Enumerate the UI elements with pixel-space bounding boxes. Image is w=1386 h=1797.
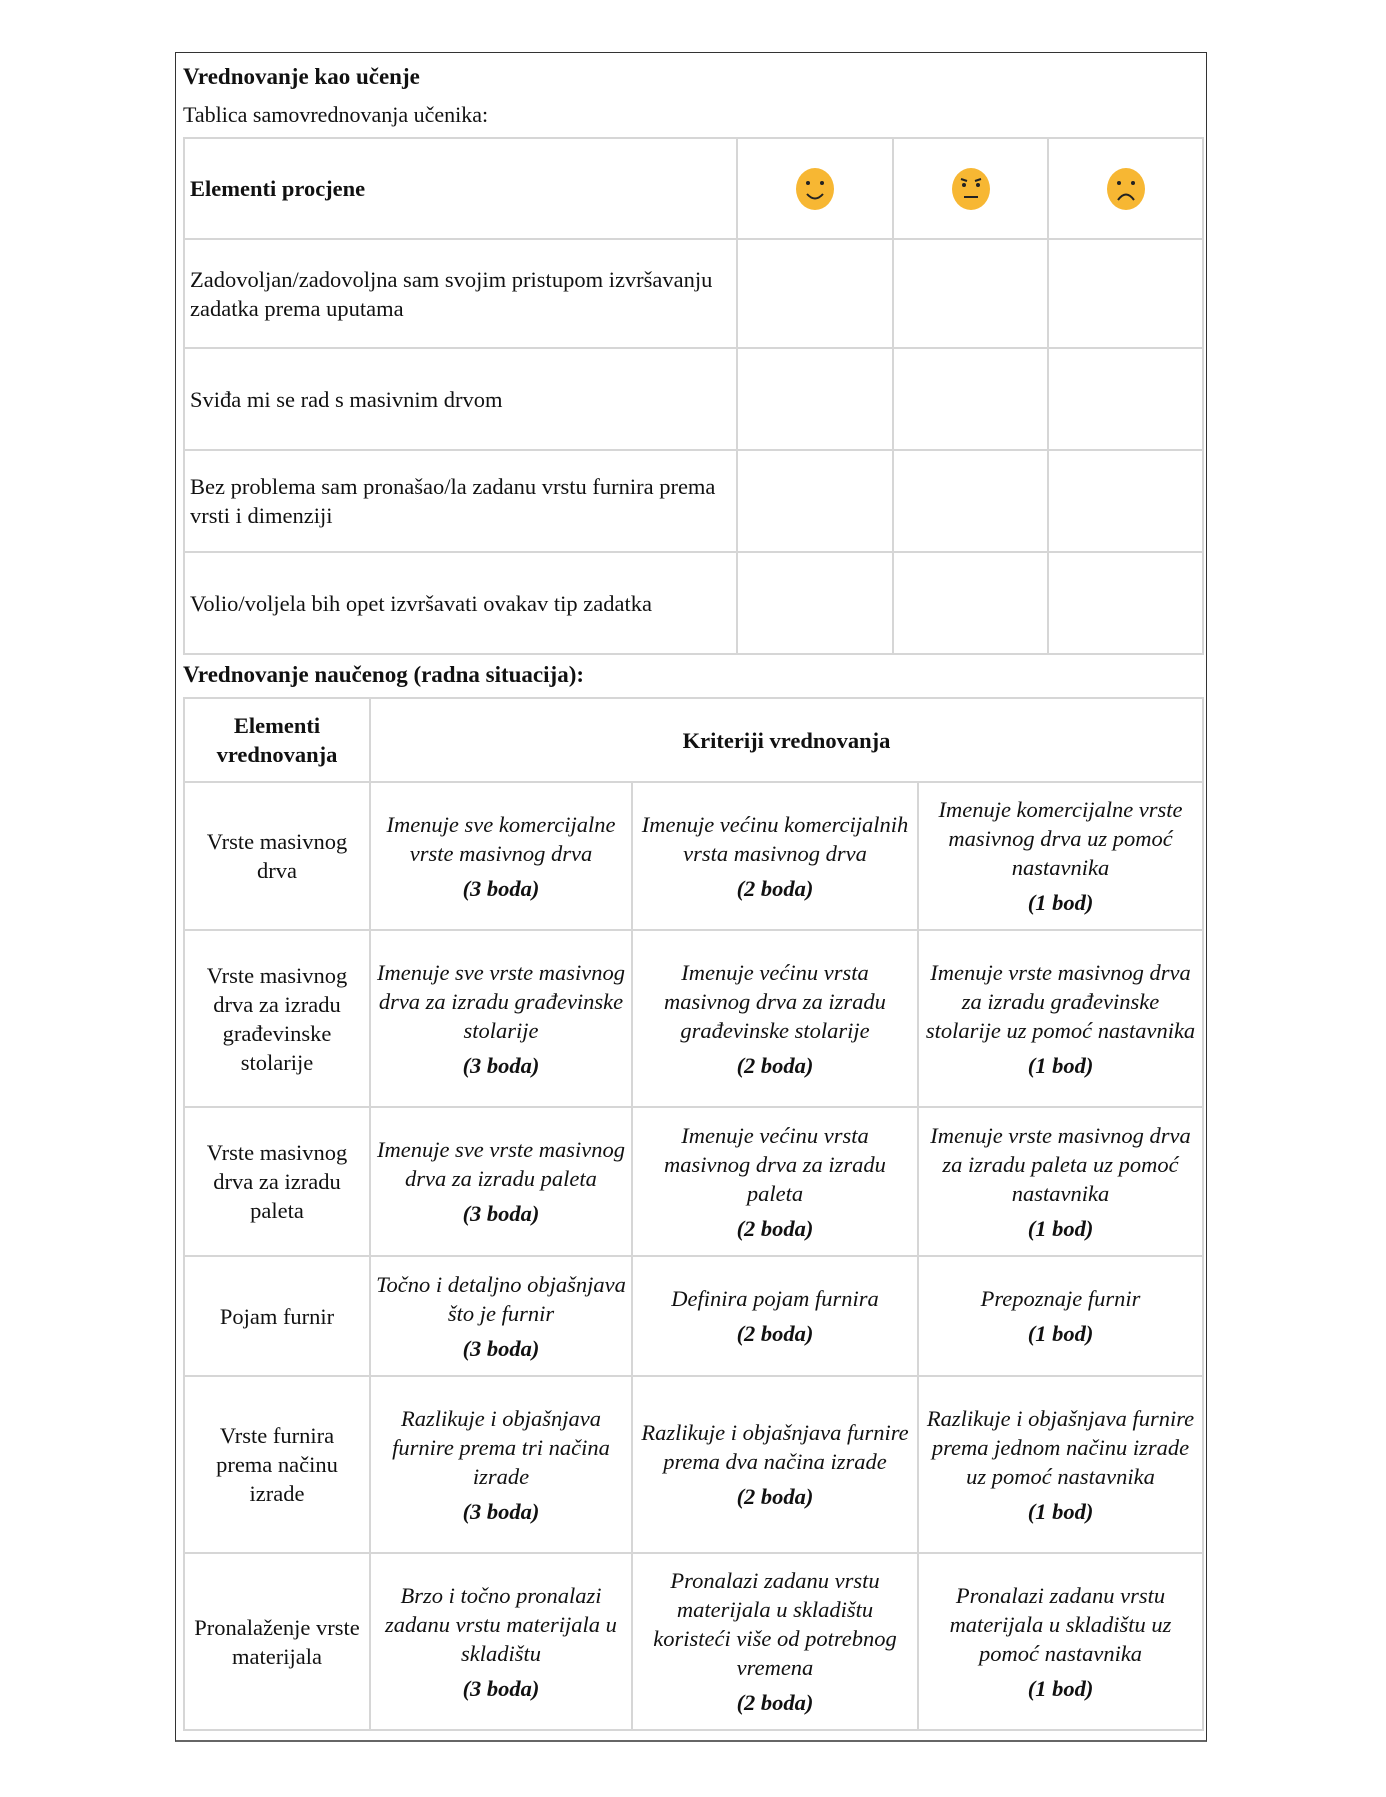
points-label: (3 boda) <box>462 875 540 901</box>
points-label: (2 boda) <box>736 1215 814 1241</box>
evaluation-element: Vrste masivnog drva za izradu paleta <box>184 1107 370 1256</box>
criterion-cell <box>632 1107 918 1256</box>
evaluation-element: Vrste furnira prema načinu izrade <box>184 1376 370 1553</box>
evaluation-criteria-table <box>183 697 1204 1731</box>
evaluation-element: Pojam furnir <box>184 1256 370 1376</box>
table-row <box>184 782 1203 930</box>
criterion-cell <box>918 1553 1203 1730</box>
criterion-cell <box>918 1376 1203 1553</box>
criterion-text: Imenuje većinu vrsta masivnog drva za izradu paleta <box>664 1122 886 1206</box>
criterion-cell <box>370 782 632 930</box>
points-label: (3 boda) <box>462 1201 540 1226</box>
rating-cell[interactable] <box>737 348 893 450</box>
points-label: (3 boda) <box>462 1052 540 1078</box>
evaluation-element: Vrste masivnog drva <box>184 782 370 930</box>
criterion-text: Razlikuje i objašnjava furnire prema jednom načinu izrade uz pomoć nastavnika <box>926 1405 1195 1489</box>
points-label: (3 boda) <box>462 1498 540 1524</box>
criterion-text: Brzo i točno pronalazi zadanu vrstu materijala u skladištu <box>385 1582 617 1666</box>
assessment-statement: Zadovoljan/zadovoljna sam svojim pristupom izvršavanju zadatka prema uputama <box>184 239 737 348</box>
points-label: (3 boda) <box>462 1335 540 1361</box>
points-label: (2 boda) <box>736 1484 814 1509</box>
criterion-text: Definira pojam furnira <box>671 1286 879 1311</box>
points-label: (1 bod) <box>1027 1675 1094 1701</box>
table-row <box>184 239 1203 348</box>
criterion-cell <box>918 1107 1203 1256</box>
assessment-statement: Bez problema sam pronašao/la zadanu vrstu furnira prema vrsti i dimenziji <box>184 450 737 552</box>
criterion-cell <box>632 1256 918 1376</box>
criterion-text: Prepoznaje furnir <box>980 1286 1141 1311</box>
evaluation-element: Vrste masivnog drva za izradu građevinske stolarije <box>184 930 370 1107</box>
table-row <box>184 1376 1203 1553</box>
section-title-self-assessment: Vrednovanje kao učenje <box>183 64 420 89</box>
header-kriteriji-vrednovanja: Kriteriji vrednovanja <box>370 698 1203 782</box>
rating-cell[interactable] <box>893 450 1048 552</box>
criterion-cell <box>370 1376 632 1553</box>
criterion-cell <box>632 782 918 930</box>
header-elementi-vrednovanja: Elementi vrednovanja <box>184 698 370 782</box>
points-label: (1 bod) <box>1027 1321 1094 1346</box>
table-row <box>184 1553 1203 1730</box>
rating-cell[interactable] <box>737 552 893 654</box>
points-label: (1 bod) <box>1027 1052 1094 1078</box>
rating-cell[interactable] <box>1048 552 1203 654</box>
points-label: (3 boda) <box>462 1675 540 1701</box>
assessment-statement: Sviđa mi se rad s masivnim drvom <box>184 348 737 450</box>
criterion-text: Točno i detaljno objašnjava što je furnir <box>376 1271 626 1326</box>
neutral-face-icon <box>893 138 1048 239</box>
rating-cell[interactable] <box>737 239 893 348</box>
table-header-row <box>184 138 1203 239</box>
criterion-cell <box>370 1553 632 1730</box>
criterion-cell <box>632 1553 918 1730</box>
rating-cell[interactable] <box>1048 348 1203 450</box>
criterion-text: Imenuje vrste masivnog drva za izradu građevinske stolarije uz pomoć nastavnika <box>925 959 1196 1043</box>
criterion-cell <box>370 1107 632 1256</box>
table-row <box>184 552 1203 654</box>
criterion-text: Imenuje komercijalne vrste masivnog drva uz pomoć nastavnika <box>938 797 1183 880</box>
criterion-text: Pronalazi zadanu vrstu materijala u skladištu koristeći više od potrebnog vremena <box>653 1568 897 1680</box>
criterion-cell <box>918 782 1203 930</box>
criterion-text: Razlikuje i objašnjava furnire prema tri načina izrade <box>392 1405 610 1489</box>
points-label: (1 bod) <box>1027 1498 1094 1524</box>
rating-cell[interactable] <box>893 552 1048 654</box>
criterion-cell <box>632 930 918 1107</box>
points-label: (1 bod) <box>1027 1215 1094 1241</box>
self-assessment-table <box>183 137 1204 655</box>
criterion-cell <box>918 930 1203 1107</box>
table-row <box>184 1256 1203 1376</box>
criterion-cell <box>370 1256 632 1376</box>
table-row <box>184 1107 1203 1256</box>
criterion-text: Razlikuje i objašnjava furnire prema dva načina izrade <box>641 1420 909 1474</box>
criterion-text: Imenuje sve vrste masivnog drva za izradu paleta <box>376 1137 626 1191</box>
section-title-evaluation: Vrednovanje naučenog (radna situacija): <box>183 662 585 687</box>
rating-cell[interactable] <box>893 239 1048 348</box>
table-header-row <box>184 698 1203 782</box>
sad-face-icon <box>1048 138 1203 239</box>
criterion-cell <box>918 1256 1203 1376</box>
points-label: (1 bod) <box>1027 890 1094 915</box>
rating-cell[interactable] <box>737 450 893 552</box>
criterion-cell <box>632 1376 918 1553</box>
smile-face-icon <box>737 138 893 239</box>
points-label: (2 boda) <box>736 1690 814 1715</box>
criterion-text: Imenuje većinu vrsta masivnog drva za izradu građevinske stolarije <box>664 959 886 1043</box>
rating-cell[interactable] <box>1048 450 1203 552</box>
assessment-statement: Volio/voljela bih opet izvršavati ovakav tip zadatka <box>184 552 737 654</box>
rating-cell[interactable] <box>893 348 1048 450</box>
criterion-text: Imenuje većinu komercijalnih vrsta masivnog drva <box>641 811 909 866</box>
criterion-text: Imenuje sve komercijalne vrste masivnog drva <box>386 811 616 866</box>
table-row <box>184 930 1203 1107</box>
evaluation-element: Pronalaženje vrste materijala <box>184 1553 370 1730</box>
rating-cell[interactable] <box>1048 239 1203 348</box>
points-label: (2 boda) <box>736 1052 814 1078</box>
self-assessment-subtitle: Tablica samovrednovanja učenika: <box>183 102 489 127</box>
points-label: (2 boda) <box>736 1321 814 1346</box>
table-row <box>184 348 1203 450</box>
criterion-cell <box>370 930 632 1107</box>
criterion-text: Pronalazi zadanu vrstu materijala u skladištu uz pomoć nastavnika <box>949 1582 1172 1666</box>
criterion-text: Imenuje vrste masivnog drva za izradu paleta uz pomoć nastavnika <box>930 1122 1191 1206</box>
criterion-text: Imenuje sve vrste masivnog drva za izradu građevinske stolarije <box>376 959 626 1043</box>
table-row <box>184 450 1203 552</box>
points-label: (2 boda) <box>736 875 814 901</box>
header-elementi-procjene: Elementi procjene <box>184 138 737 239</box>
